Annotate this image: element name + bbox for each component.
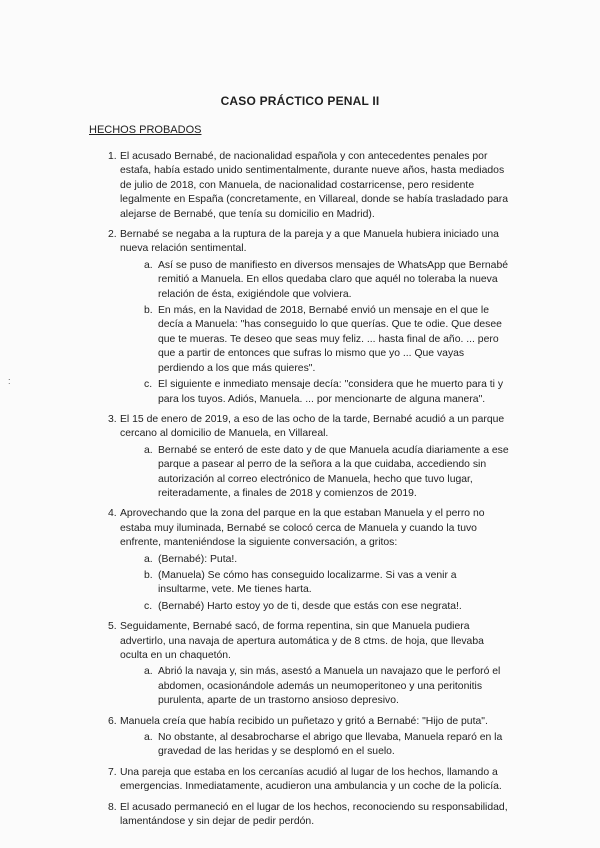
fact-item (0, 620, 600, 663)
fact-subitem (0, 600, 600, 614)
subitem-letter: a. (144, 553, 153, 565)
fact-number: 7. (108, 766, 117, 778)
item-spacer (0, 829, 600, 835)
fact-text: Manuela creía que había recibido un puñetazo y gritó a Bernabé: "Hijo de puta". (120, 715, 488, 727)
fact-number: 6. (108, 715, 117, 727)
subitem-text: (Bernabé): Puta!. (158, 553, 238, 565)
fact-subitem (0, 259, 600, 302)
subitem-text: Así se puso de manifiesto en diversos mensajes de WhatsApp que Bernabé remitió a Manuela. En ellos quedaba claro que aquél no toleraba la nueva relación de ésta, exigiéndole que volviera. (158, 259, 509, 300)
subitem-text: (Manuela) Se cómo has conseguido localizarme. Si vas a venir a insultarme, vete. Me tienes harta. (158, 569, 457, 596)
subitem-letter: b. (144, 305, 153, 317)
subitem-letter: b. (144, 569, 153, 581)
fact-subitem (0, 665, 600, 708)
fact-item (0, 228, 600, 257)
subitem-letter: a. (144, 666, 153, 678)
subitem-letter: c. (144, 379, 153, 391)
fact-text: Bernabé se negaba a la ruptura de la pareja y a que Manuela hubiera iniciado una nueva relación sentimental. (120, 229, 499, 255)
fact-number: 2. (108, 229, 117, 241)
subitem-text: Abrió la navaja y, sin más, asestó a Manuela un navajazo que le perforó el abdomen, ocasionándole además un neumoperitoneo y una peritonitis purulenta, aparte de un trastorno ansioso depresivo. (158, 666, 501, 707)
fact-item (0, 801, 600, 830)
fact-item (0, 413, 600, 442)
subitem-letter: a. (144, 259, 153, 271)
fact-item (0, 715, 600, 729)
fact-number: 5. (108, 621, 117, 633)
document-title: CASO PRÁCTICO PENAL II (220, 94, 380, 108)
fact-number: 1. (108, 151, 117, 162)
fact-text: El 15 de enero de 2019, a eso de las ocho de la tarde, Bernabé acudió a un parque cercano al domicilio de Manuela, en Villareal. (120, 413, 505, 440)
fact-text: Una pareja que estaba en los cercanías acudió al lugar de los hechos, llamando a emergencias. Inmediatamente, acudieron una ambulancia y un coche de la policía. (120, 766, 502, 793)
fact-item (0, 766, 600, 795)
subitem-text: Bernabé se enteró de este dato y de que Manuela acudía diariamente a ese parque a pasear al perro de la señora a la que cuidaba, accediendo sin autorización al correo electrónico de Manuela, hecho que tuvo lugar, reiteradamente, a finales de 2018 y comienzos de 2019. (158, 444, 509, 499)
subitem-letter: a. (144, 732, 153, 744)
fact-item (0, 507, 600, 550)
section-heading: HECHOS PROBADOS (89, 124, 202, 136)
subitem-text: En más, en la Navidad de 2018, Bernabé envió un mensaje en el que le decía a Manuela: "has conseguido lo que querías. Que te odie. Que desee que te mueras. Te deseo que seas muy feliz. ... hasta final de año. ... pero que a partir de entonces que sufras lo mismo que yo ... Que vayas perdiendo a los que más quieres". (158, 305, 502, 374)
fact-subitem (0, 731, 600, 760)
fact-text: Seguidamente, Bernabé sacó, de forma repentina, sin que Manuela pudiera advertirlo, una navaja de apertura automática y de 8 ctms. de hoja, que llevaba oculta en un chaquetón. (120, 621, 484, 661)
subitem-text: No obstante, al desabrocharse el abrigo que llevaba, Manuela reparó en la gravedad de las heridas y se desplomó en el suelo. (158, 732, 503, 758)
facts-list (0, 150, 600, 835)
subitem-letter: c. (144, 600, 153, 612)
fact-subitem (0, 553, 600, 567)
fact-number: 3. (108, 413, 117, 425)
fact-subitem (0, 569, 600, 598)
fact-text: Aprovechando que la zona del parque en la que estaban Manuela y el perro no estaba muy iluminada, Bernabé se colocó cerca de Manuela y cuando la tuvo enfrente, manteniéndose la siguiente conversación, a gritos: (120, 508, 485, 549)
fact-number: 8. (108, 801, 117, 813)
fact-subitem (0, 378, 600, 407)
fact-subitem (0, 304, 600, 376)
subitem-text: (Bernabé) Harto estoy yo de ti, desde que estás con ese negrata!. (158, 600, 462, 612)
subitem-letter: a. (144, 444, 153, 456)
fact-subitem (0, 444, 600, 502)
margin-mark: : (8, 376, 11, 386)
fact-text: El acusado Bernabé, de nacionalidad española y con antecedentes penales por estafa, había estado unido sentimentalmente, durante nueve años, hasta mediados de julio de 2018, con Manuela, de nacionalidad costarricense, pero residente legalmente en España (concretamente, en Villareal, donde se había trasladado para alejarse de Bernabé, que tenía su domicilio en Madrid). (120, 151, 508, 220)
fact-item (0, 150, 600, 222)
subitem-text: El siguiente e inmediato mensaje decía: "considera que he muerto para ti y para los tuyos. Adiós, Manuela. ... por mencionarte de alguna manera". (158, 379, 504, 405)
fact-text: El acusado permaneció en el lugar de los hechos, reconociendo su responsabilidad, lamentándose y sin dejar de pedir perdón. (120, 801, 508, 828)
fact-number: 4. (108, 508, 117, 520)
